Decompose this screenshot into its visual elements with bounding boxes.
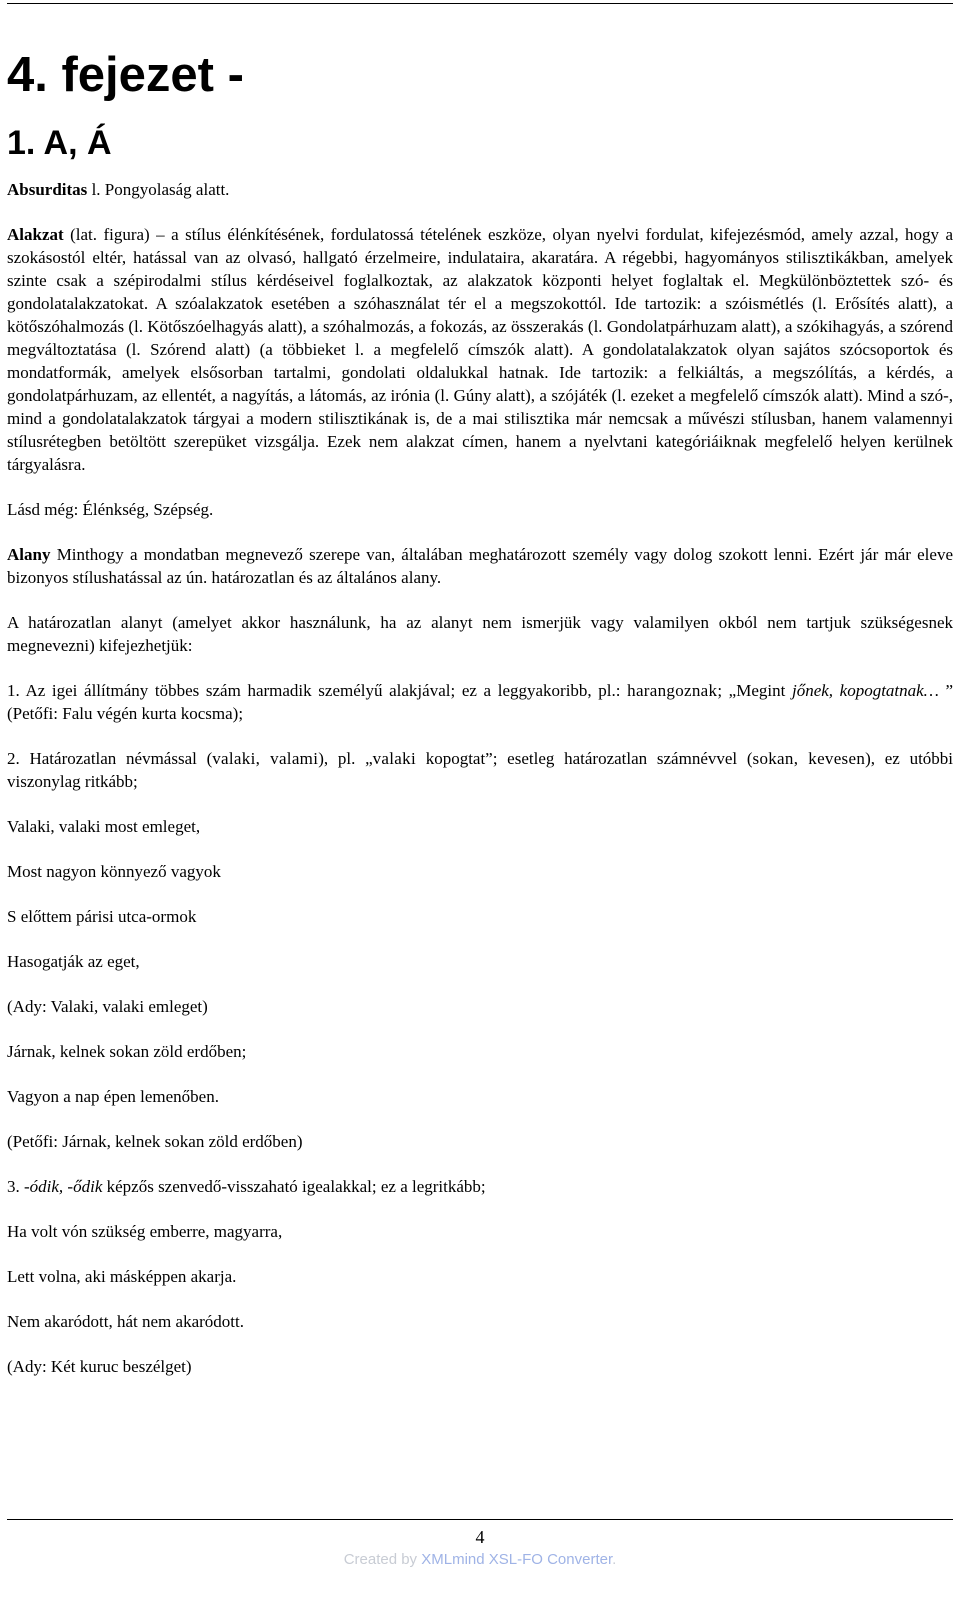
suffix-italic: -ódik, -ődik [24,1177,103,1196]
example-word: valaki [372,749,416,768]
entry-text: l. Pongyolaság alatt. [87,180,230,199]
poem-source: (Ady: Két kuruc beszélget) [7,1357,192,1376]
text-run: képzős szenvedő-visszaható igealakkal; ez a legritkább; [102,1177,486,1196]
list-item-1 [7,679,953,725]
poem-line: Járnak, kelnek sokan zöld erdőben; [7,1042,247,1061]
text-run: ; „Megint [717,681,792,700]
text-run: 2. Határozatlan névmással ( [7,749,213,768]
poem-line: Most nagyon könnyező vagyok [7,862,221,881]
text-run: 3. [7,1177,24,1196]
entry-term: Absurditas [7,180,88,199]
text-run: kopogtat”; esetleg határozatlan számnévvel ( [415,749,753,768]
example-word: harangoznak [627,681,718,700]
section-title: 1. A, Á [7,124,112,162]
see-also: Lásd még: Élénkség, Szépség. [7,500,214,519]
poem-source: (Ady: Valaki, valaki emleget) [7,997,208,1016]
entry-absurditas [7,178,953,201]
poem-line: Lett volna, aki másképpen akarja. [7,1267,237,1286]
text-run: ), ez utóbbi viszonylag ritkább; [7,749,954,791]
text-run: ), pl. „ [318,749,373,768]
poem-line: Hasogatják az eget, [7,952,140,971]
list-item-3 [7,1175,953,1198]
text-run: ” (Petőfi: Falu végén kurta kocsma); [7,681,954,723]
converter-link[interactable]: XMLmind XSL-FO Converter [421,1551,613,1568]
entry-term: Alany [7,545,51,564]
poem-line: S előttem párisi utca-ormok [7,907,197,926]
poem-line: Vagyon a nap épen lemenőben. [7,1087,219,1106]
entry-alakzat [7,223,953,476]
quote-italic: jőnek, kopogtatnak… [791,681,939,700]
entry-text: (lat. figura) – a stílus élénkítésének, fordulatossá tételének eszköze, olyan nyelvi fordulat, kifejezésmód, amely azzal, hogy a szokásostól eltér, hatással van az olvasó, hallgató érzelmeire, indulataira, akaratára. A régebbi, hagyományos stilisztikákban, amelyek szinte csak a szépirodalmi stílus kérdéseivel foglalkoztak, az alakzatok központi helyet foglaltak el. Megkülönböztettek szó- és gondolatalakzatokat. A szóalakzatok esetében a szóhasználat tér el a megszokottól. Ide tartozik: a szóismétlés (l. Erősítés alatt), a kötőszóhalmozás (l. Kötőszóelhagyás alatt), a szóhalmozás, a fokozás, az összerakás (l. Gondolatpárhuzam alatt), a szókihagyás, a szórend megváltoztatása (l. Szórend alatt) (a többieket l. a megfelelő címszók alatt). A gondolatalakzatok olyan sajátos szócsoportok és mondatformák, amelyek elsősorban tartalmi, gondolati oldalukkal hatnak. Ide tartozik: a felkiáltás, a megszólítás, a kérdés, a gondolatpárhuzam, az ellentét, a nagyítás, a látomás, az irónia (l. Gúny alatt), a szójáték (l. ezeket a megfelelő címszók alatt). Mind a szó-, mind a gondolatalakzatok tárgyai a modern stilisztikának is, de a mai stilisztika már nemcsak a művészi stílusban, hanem valamennyi stílusrétegben betöltött szerepüket vizsgálja. Ezek nem alakzat címen, hanem a nyelvtani kategóriáiknak megfelelő helyen kerülnek tárgyalásra. [7,225,953,474]
converter-credit [0,1551,960,1568]
poem-line: Ha volt vón szükség emberre, magyarra, [7,1222,283,1241]
entry-term: Alakzat [7,225,64,244]
footer-rule [7,1519,953,1520]
chapter-title: 4. fejezet - [7,48,244,102]
entry-text: Minthogy a mondatban megnevező szerepe van, általában meghatározott személy vagy dolog szokott lenni. Ezért jár már eleve bizonyos stílushatással az ún. határozatlan és az általános alany. [7,545,953,587]
credit-text: . [612,1551,617,1568]
credit-text: Created by [343,1551,422,1568]
poem-line: Nem akaródott, hát nem akaródott. [7,1312,244,1331]
header-rule [7,3,953,4]
example-word: sokan, kevesen [752,749,866,768]
entry-alany [7,543,953,589]
document-body [7,40,953,1400]
list-item-2 [7,747,953,793]
poem-source: (Petőfi: Járnak, kelnek sokan zöld erdőben) [7,1132,303,1151]
text-run: 1. Az igei állítmány többes szám harmadik személyű alakjával; ez a leggyakoribb, pl.: [7,681,628,700]
paragraph-hatarozatlan: A határozatlan alanyt (amelyet akkor használunk, ha az alanyt nem ismerjük vagy valamilyen okból nem tartjuk szükségesnek megnevezni) kifejezhetjük: [7,613,953,655]
example-word: valaki, valami [212,749,319,768]
page-number: 4 [475,1527,485,1547]
poem-line: Valaki, valaki most emleget, [7,817,201,836]
